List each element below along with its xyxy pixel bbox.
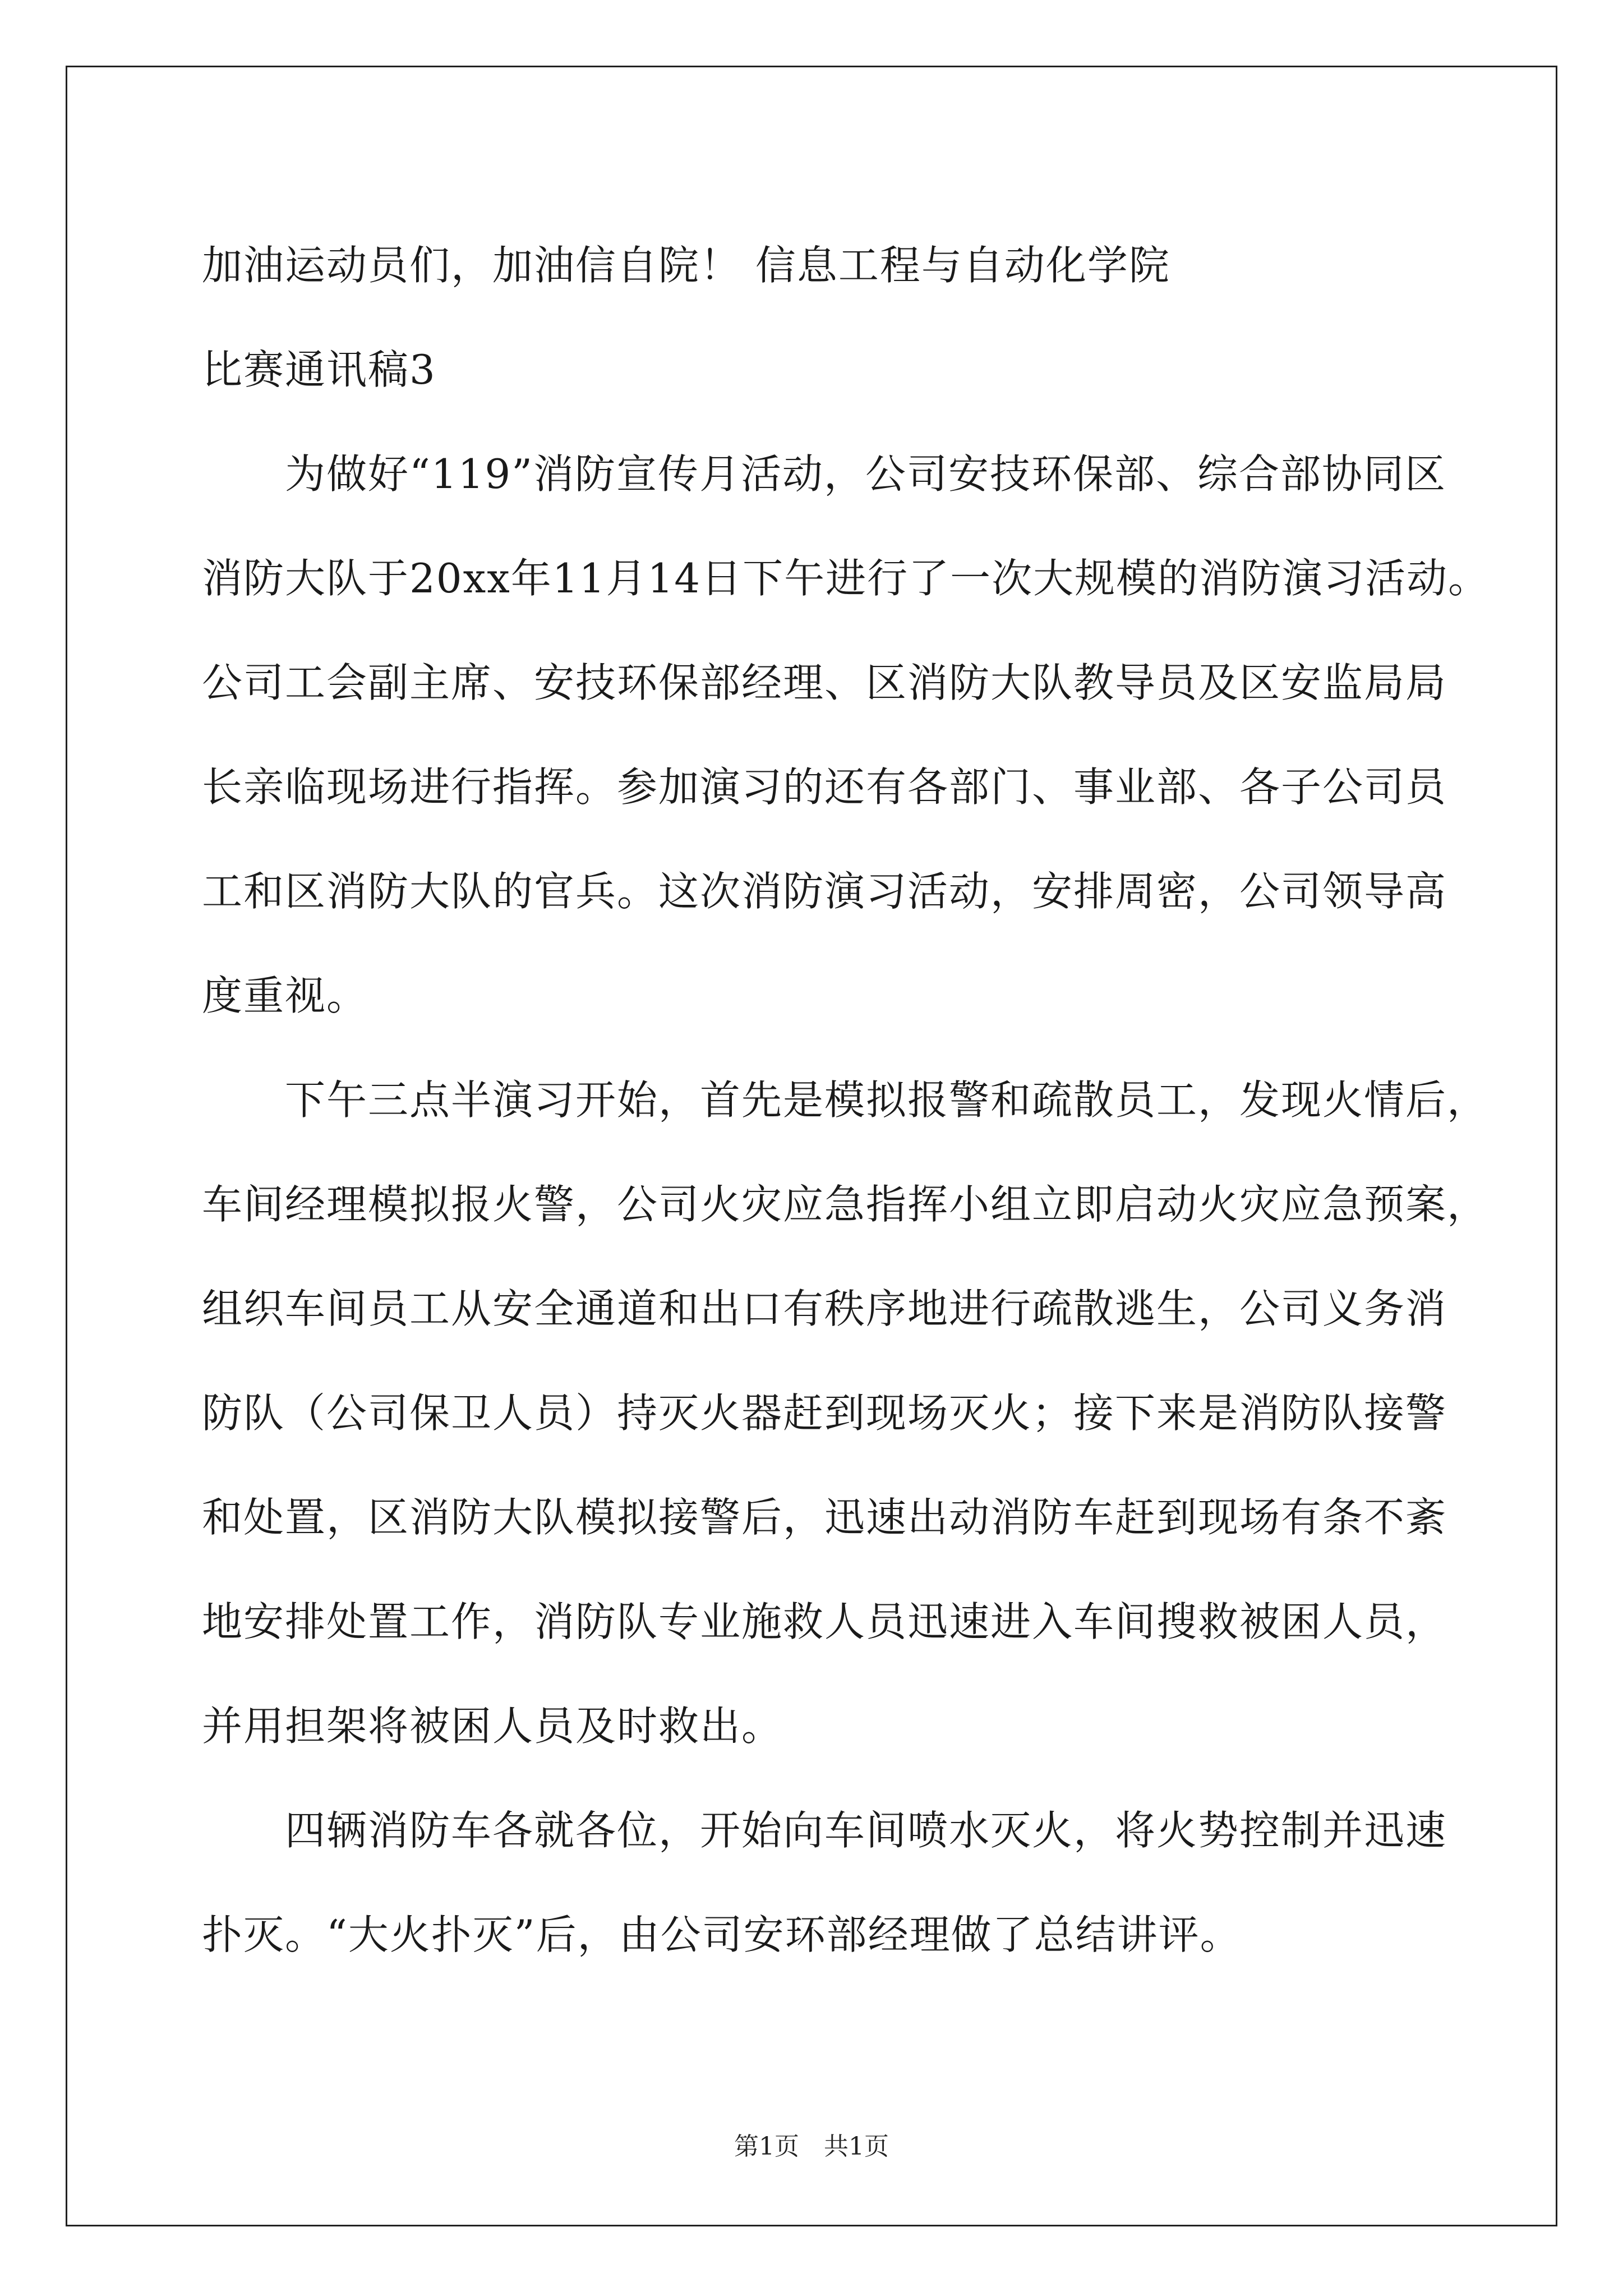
text-line: 并用担架将被困人员及时救出。	[202, 1703, 783, 1750]
text-line: 为做好“119”消防宣传月活动，公司安技环保部、综合部协同区	[202, 450, 1447, 498]
text-line: 下午三点半演习开始，首先是模拟报警和疏散员工，发现火情后，	[202, 1076, 1489, 1124]
text-line: 扑灭。“大火扑灭”后，由公司安环部经理做了总结讲评。	[202, 1911, 1242, 1958]
text-line: 公司工会副主席、安技环保部经理、区消防大队教导员及区安监局局	[202, 659, 1447, 706]
text-line: 车间经理模拟报火警，公司火灾应急指挥小组立即启动火灾应急预案，	[202, 1181, 1489, 1228]
text-line: 长亲临现场进行指挥。参加演习的还有各部门、事业部、各子公司员	[202, 763, 1447, 811]
text-line: 组织车间员工从安全通道和出口有秩序地进行疏散逃生，公司义务消	[202, 1285, 1447, 1332]
text-line: 消防大队于20xx年11月14日下午进行了一次大规模的消防演习活动。	[202, 555, 1490, 602]
text-line: 工和区消防大队的官兵。这次消防演习活动，安排周密，公司领导高	[202, 868, 1447, 915]
text-line: 加油运动员们，加油信自院！ 信息工程与自动化学院	[202, 242, 1170, 289]
text-line: 四辆消防车各就各位，开始向车间喷水灭火，将火势控制并迅速	[202, 1807, 1447, 1854]
text-line: 防队（公司保卫人员）持灭火器赶到现场灭火；接下来是消防队接警	[202, 1389, 1447, 1437]
text-line: 地安排处置工作，消防队专业施救人员迅速进入车间搜救被困人员，	[202, 1598, 1447, 1645]
text-line: 度重视。	[202, 972, 368, 1019]
section-heading: 比赛通讯稿3	[202, 346, 436, 393]
text-line: 和处置，区消防大队模拟接警后，迅速出动消防车赶到现场有条不紊	[202, 1494, 1447, 1541]
document-body	[202, 213, 1490, 1987]
page-footer: 第1页 共1页	[734, 2132, 889, 2161]
